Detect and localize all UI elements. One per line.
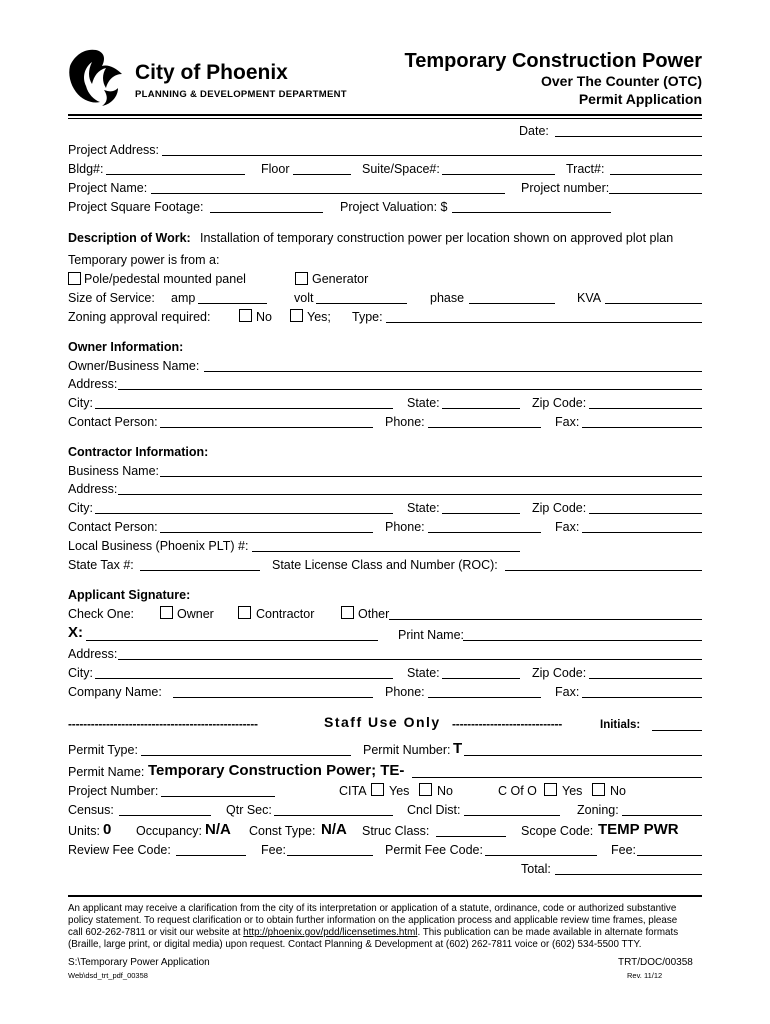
footer-line-4: (Braille, large print, or digital media) upon request. Contact Planning & Development at (602) 262-7811 voice or (602) 534-5500 TTY.: [68, 939, 642, 950]
owner-business-label: Owner/Business Name:: [68, 359, 200, 373]
const-type-value: N/A: [321, 821, 347, 838]
staff-divider-right: -----------------------------: [452, 717, 563, 731]
revision: Rev. 11/12: [627, 971, 663, 980]
applicant-zip-label: Zip Code:: [532, 666, 587, 680]
contractor-city-label: City:: [68, 501, 93, 515]
contractor-contact-label: Contact Person:: [68, 520, 158, 534]
zoning-required-label: Zoning approval required:: [68, 310, 211, 324]
license-label: State License Class and Number (ROC):: [272, 558, 498, 572]
applicant-address-field[interactable]: [118, 659, 702, 660]
struc-class-field[interactable]: [436, 836, 506, 837]
project-number-field[interactable]: [609, 193, 702, 194]
check-one-label: Check One:: [68, 607, 135, 621]
phase-label: phase: [430, 291, 465, 305]
fee-field[interactable]: [287, 855, 373, 856]
initials-field[interactable]: [652, 730, 702, 731]
permit-fee-field[interactable]: [485, 855, 597, 856]
generator-label: Generator: [312, 272, 369, 286]
footer-divider: [68, 895, 702, 897]
volt-label: volt: [294, 291, 314, 305]
applicant-owner-label: Owner: [177, 607, 214, 621]
zoning-yes-checkbox[interactable]: [290, 309, 303, 322]
zoning-type-label: Type:: [352, 310, 383, 324]
contractor-phone-field[interactable]: [428, 532, 541, 533]
state-tax-field[interactable]: [140, 570, 260, 571]
project-number-label: Project number:: [521, 181, 610, 195]
cofo-yes-checkbox[interactable]: [544, 783, 557, 796]
census-label: Census:: [68, 803, 114, 817]
cita-label: CITA: [339, 784, 367, 798]
applicant-contractor-checkbox[interactable]: [238, 606, 251, 619]
sq-footage-field[interactable]: [210, 212, 323, 213]
signature-x-label: X:: [68, 624, 83, 641]
applicant-fax-label: Fax:: [555, 685, 580, 699]
org-department: PLANNING & DEVELOPMENT DEPARTMENT: [135, 89, 347, 100]
footer-line-3a: call 602-262-7811 or visit our website at: [68, 927, 244, 938]
sq-footage-label: Project Square Footage:: [68, 200, 204, 214]
staff-project-number-label: Project Number:: [68, 784, 159, 798]
zoning-type-field[interactable]: [386, 322, 702, 323]
valuation-label: Project Valuation: $: [340, 200, 448, 214]
pole-label: Pole/pedestal mounted panel: [84, 272, 246, 286]
units-value: 0: [103, 821, 112, 838]
zoning-no-label: No: [256, 310, 272, 324]
floor-field[interactable]: [293, 174, 351, 175]
permit-name-label: Permit Name:: [68, 765, 145, 779]
footer-line-3b: . This publication can be made available in alternate formats: [417, 927, 679, 938]
qtr-sec-field[interactable]: [274, 815, 393, 816]
local-business-field[interactable]: [252, 551, 520, 552]
owner-address-label: Address:: [68, 377, 118, 391]
phase-field[interactable]: [469, 303, 555, 304]
contractor-state-field[interactable]: [442, 513, 520, 514]
power-from-label: Temporary power is from a:: [68, 253, 220, 267]
applicant-other-checkbox[interactable]: [341, 606, 354, 619]
contractor-business-label: Business Name:: [68, 464, 160, 478]
phoenix-bird-logo-icon: [64, 44, 128, 110]
permit-type-label: Permit Type:: [68, 743, 138, 757]
project-address-field[interactable]: [162, 155, 702, 156]
date-field[interactable]: [555, 136, 702, 137]
owner-business-field[interactable]: [204, 371, 702, 372]
header-divider-thin: [68, 118, 702, 119]
contractor-zip-field[interactable]: [589, 513, 702, 514]
suite-field[interactable]: [442, 174, 555, 175]
occupancy-value: N/A: [205, 821, 231, 838]
amp-field[interactable]: [198, 303, 267, 304]
applicant-other-label: Other: [358, 607, 390, 621]
pole-checkbox[interactable]: [68, 272, 81, 285]
suite-label: Suite/Space#:: [362, 162, 440, 176]
contractor-state-label: State:: [407, 501, 440, 515]
footer-line-3: [68, 927, 702, 939]
contractor-address-field[interactable]: [118, 494, 702, 495]
form-title: Temporary Construction Power: [404, 50, 702, 72]
const-type-label: Const Type:: [249, 824, 316, 838]
initials-label: Initials:: [600, 719, 641, 731]
staff-divider-left: --------------------------------------------------: [68, 717, 258, 731]
tract-label: Tract#:: [566, 162, 605, 176]
footer-notice: [68, 903, 702, 951]
qtr-sec-label: Qtr Sec:: [226, 803, 272, 817]
applicant-fax-field[interactable]: [582, 697, 702, 698]
cofo-no-label: No: [610, 784, 626, 798]
web-path: Web\dsd_trt_pdf_00358: [68, 971, 148, 980]
owner-zip-label: Zip Code:: [532, 396, 587, 410]
permit-name-field[interactable]: [412, 777, 702, 778]
cita-yes-checkbox[interactable]: [371, 783, 384, 796]
owner-zip-field[interactable]: [589, 408, 702, 409]
applicant-state-field[interactable]: [442, 678, 520, 679]
company-name-label: Company Name:: [68, 685, 162, 699]
applicant-other-field[interactable]: [389, 619, 702, 620]
cofo-yes-label: Yes: [562, 784, 583, 798]
file-path: S:\Temporary Power Application: [68, 957, 210, 968]
applicant-contractor-label: Contractor: [256, 607, 315, 621]
owner-city-field[interactable]: [95, 408, 393, 409]
project-name-field[interactable]: [151, 193, 505, 194]
owner-address-field[interactable]: [118, 389, 702, 390]
cofo-no-checkbox[interactable]: [592, 783, 605, 796]
floor-label: Floor: [261, 162, 290, 176]
zoning-field[interactable]: [622, 815, 702, 816]
owner-heading: Owner Information:: [68, 340, 184, 354]
fee2-label: Fee:: [611, 843, 637, 857]
owner-phone-label: Phone:: [385, 415, 425, 429]
scope-code-value: TEMP PWR: [598, 821, 679, 838]
owner-contact-label: Contact Person:: [68, 415, 158, 429]
fee-label: Fee:: [261, 843, 287, 857]
state-tax-label: State Tax #:: [68, 558, 134, 572]
volt-field[interactable]: [316, 303, 407, 304]
applicant-phone-field[interactable]: [428, 697, 541, 698]
website-link[interactable]: http://phoenix.gov/pdd/licensetimes.html: [243, 927, 418, 938]
owner-fax-field[interactable]: [582, 427, 702, 428]
census-field[interactable]: [119, 815, 211, 816]
occupancy-label: Occupancy:: [136, 824, 203, 838]
struc-class-label: Struc Class:: [362, 824, 430, 838]
contractor-phone-label: Phone:: [385, 520, 425, 534]
generator-checkbox[interactable]: [295, 272, 308, 285]
permit-name-value: Temporary Construction Power; TE-: [148, 762, 405, 779]
form-subtitle-otc: Over The Counter (OTC): [540, 73, 702, 89]
company-name-field[interactable]: [173, 697, 373, 698]
applicant-owner-checkbox[interactable]: [160, 606, 173, 619]
permit-number-field[interactable]: [464, 755, 702, 756]
owner-city-label: City:: [68, 396, 93, 410]
review-fee-label: Review Fee Code:: [68, 843, 171, 857]
cofo-label: C Of O: [498, 784, 537, 798]
kva-label: KVA: [577, 291, 602, 305]
cncl-dist-label: Cncl Dist:: [407, 803, 461, 817]
review-fee-field[interactable]: [176, 855, 246, 856]
zoning-label: Zoning:: [577, 803, 619, 817]
form-subtitle-permit: Permit Application: [578, 91, 702, 107]
applicant-state-label: State:: [407, 666, 440, 680]
cita-no-label: No: [437, 784, 453, 798]
owner-state-field[interactable]: [442, 408, 520, 409]
bldg-field[interactable]: [106, 174, 245, 175]
footer-line-2: policy statement. To request clarification or to obtain further information on the application process and applicable review time frames, please: [68, 915, 678, 926]
permit-number-label: Permit Number:: [363, 743, 451, 757]
footer-line-1: An applicant may receive a clarification from the city of its interpretation or application of a statute, ordinance, code or authorized substantive: [68, 903, 677, 914]
local-business-label: Local Business (Phoenix PLT) #:: [68, 539, 249, 553]
contractor-contact-field[interactable]: [160, 532, 373, 533]
print-name-label: Print Name:: [398, 628, 464, 642]
applicant-phone-label: Phone:: [385, 685, 425, 699]
org-name: City of Phoenix: [135, 61, 288, 84]
bldg-label: Bldg#:: [68, 162, 104, 176]
zoning-yes-label: Yes;: [307, 310, 331, 324]
units-label: Units:: [68, 824, 100, 838]
doc-code: TRT/DOC/00358: [618, 957, 693, 968]
contractor-fax-label: Fax:: [555, 520, 580, 534]
signature-field[interactable]: [86, 640, 378, 641]
applicant-address-label: Address:: [68, 647, 118, 661]
owner-contact-field[interactable]: [160, 427, 373, 428]
tract-field[interactable]: [610, 174, 702, 175]
contractor-zip-label: Zip Code:: [532, 501, 587, 515]
scope-code-label: Scope Code:: [521, 824, 594, 838]
contractor-heading: Contractor Information:: [68, 445, 209, 459]
valuation-field[interactable]: [452, 212, 611, 213]
kva-field[interactable]: [605, 303, 702, 304]
applicant-heading: Applicant Signature:: [68, 588, 191, 602]
staff-use-heading: Staff Use Only: [324, 714, 441, 730]
cncl-dist-field[interactable]: [464, 815, 560, 816]
permit-fee-label: Permit Fee Code:: [385, 843, 483, 857]
description-label: Description of Work:: [68, 231, 191, 245]
contractor-business-field[interactable]: [160, 476, 702, 477]
print-name-field[interactable]: [463, 640, 702, 641]
project-address-label: Project Address:: [68, 143, 160, 157]
fee2-field[interactable]: [637, 855, 702, 856]
contractor-city-field[interactable]: [95, 513, 393, 514]
staff-project-number-field[interactable]: [161, 796, 275, 797]
applicant-city-field[interactable]: [95, 678, 393, 679]
amp-label: amp: [171, 291, 196, 305]
owner-phone-field[interactable]: [428, 427, 541, 428]
owner-fax-label: Fax:: [555, 415, 580, 429]
applicant-zip-field[interactable]: [589, 678, 702, 679]
total-field[interactable]: [555, 874, 702, 875]
license-field[interactable]: [505, 570, 702, 571]
total-label: Total:: [521, 862, 551, 876]
cita-yes-label: Yes: [389, 784, 410, 798]
cita-no-checkbox[interactable]: [419, 783, 432, 796]
project-name-label: Project Name:: [68, 181, 148, 195]
permit-type-field[interactable]: [141, 755, 351, 756]
permit-number-prefix: T: [453, 740, 463, 757]
size-service-label: Size of Service:: [68, 291, 155, 305]
contractor-address-label: Address:: [68, 482, 118, 496]
header-divider: [68, 114, 702, 116]
description-text: Installation of temporary construction power per location shown on approved plot plan: [200, 231, 674, 245]
contractor-fax-field[interactable]: [582, 532, 702, 533]
owner-state-label: State:: [407, 396, 440, 410]
applicant-city-label: City:: [68, 666, 93, 680]
zoning-no-checkbox[interactable]: [239, 309, 252, 322]
date-label: Date:: [519, 124, 549, 138]
